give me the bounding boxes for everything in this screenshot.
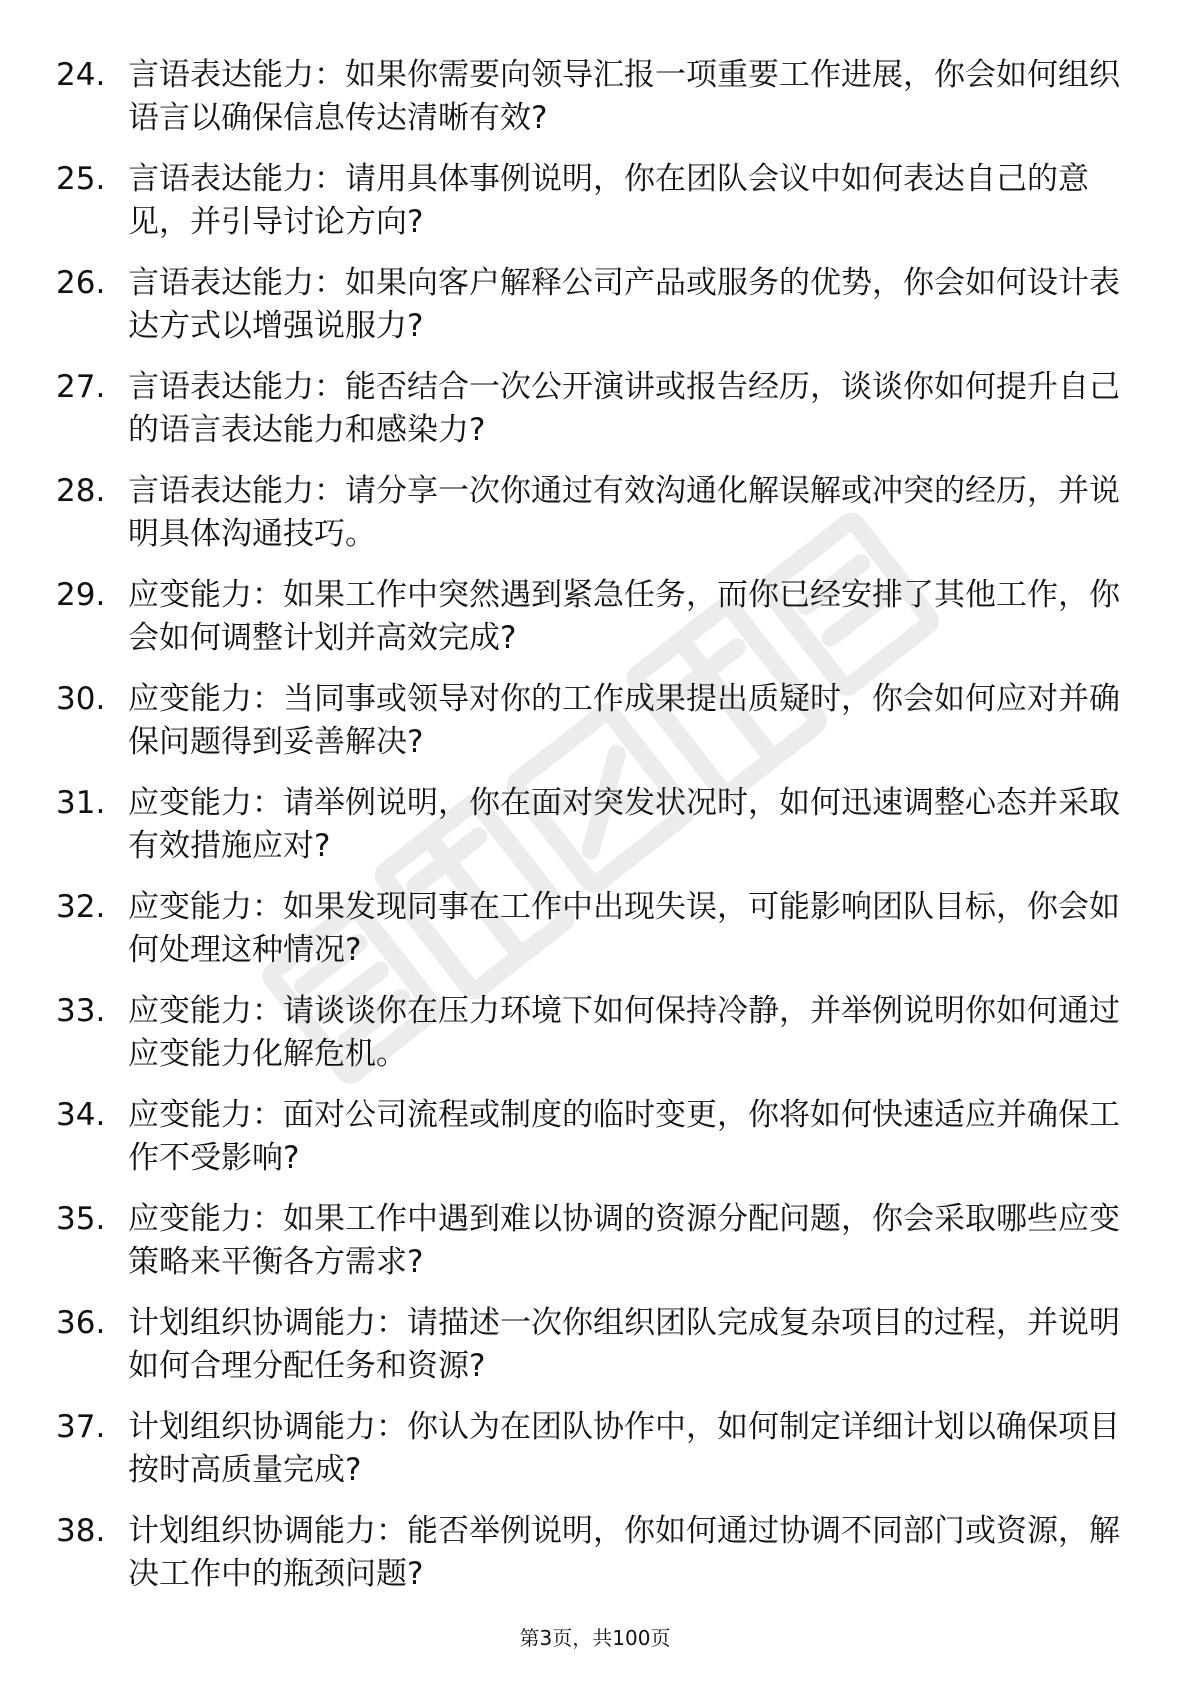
- question-number: 27.: [56, 369, 106, 405]
- page-footer: [0, 1622, 1190, 1651]
- question-number: 28.: [56, 473, 106, 509]
- question-number: 31.: [56, 785, 106, 821]
- question-text: 应变能力：面对公司流程或制度的临时变更，你将如何快速适应并确保工作不受影响?: [128, 1097, 1120, 1176]
- question-text: 应变能力：当同事或领导对你的工作成果提出质疑时，你会如何应对并确保问题得到妥善解决?: [128, 681, 1120, 760]
- page-number-label: 第3页，共100页: [519, 1626, 671, 1650]
- question-text: 言语表达能力：请分享一次你通过有效沟通化解误解或冲突的经历，并说明具体沟通技巧。: [128, 473, 1120, 552]
- question-text: 应变能力：请举例说明，你在面对突发状况时，如何迅速调整心态并采取有效措施应对?: [128, 785, 1120, 864]
- question-item: [56, 1094, 1136, 1198]
- question-text: 应变能力：如果工作中遇到难以协调的资源分配问题，你会采取哪些应变策略来平衡各方需求?: [128, 1201, 1120, 1280]
- question-item: [56, 990, 1136, 1094]
- question-text: 言语表达能力：请用具体事例说明，你在团队会议中如何表达自己的意见，并引导讨论方向?: [128, 161, 1089, 240]
- question-number: 26.: [56, 265, 106, 301]
- question-number: 34.: [56, 1097, 106, 1133]
- question-text: 应变能力：如果工作中突然遇到紧急任务，而你已经安排了其他工作，你会如何调整计划并高效完成?: [128, 577, 1120, 656]
- question-item: [56, 54, 1136, 158]
- question-text: 应变能力：请谈谈你在压力环境下如何保持冷静，并举例说明你如何通过应变能力化解危机。: [128, 993, 1120, 1072]
- question-item: [56, 470, 1136, 574]
- question-text: 言语表达能力：如果你需要向领导汇报一项重要工作进展，你会如何组织语言以确保信息传达清晰有效?: [128, 57, 1120, 136]
- question-number: 24.: [56, 57, 106, 93]
- question-item: [56, 886, 1136, 990]
- question-item: [56, 262, 1136, 366]
- question-text: 计划组织协调能力：你认为在团队协作中，如何制定详细计划以确保项目按时高质量完成?: [128, 1409, 1120, 1488]
- question-number: 29.: [56, 577, 106, 613]
- question-text: 计划组织协调能力：请描述一次你组织团队完成复杂项目的过程，并说明如何合理分配任务和资源?: [128, 1305, 1120, 1384]
- question-item: [56, 1510, 1136, 1614]
- question-number: 38.: [56, 1513, 106, 1549]
- question-number: 25.: [56, 161, 106, 197]
- question-item: [56, 1406, 1136, 1510]
- question-item: [56, 1198, 1136, 1302]
- question-item: [56, 1302, 1136, 1406]
- question-number: 36.: [56, 1305, 106, 1341]
- question-number: 33.: [56, 993, 106, 1029]
- question-text: 言语表达能力：如果向客户解释公司产品或服务的优势，你会如何设计表达方式以增强说服力?: [128, 265, 1120, 344]
- question-item: [56, 366, 1136, 470]
- question-item: [56, 574, 1136, 678]
- question-number: 35.: [56, 1201, 106, 1237]
- question-number: 37.: [56, 1409, 106, 1445]
- question-text: 计划组织协调能力：能否举例说明，你如何通过协调不同部门或资源，解决工作中的瓶颈问题?: [128, 1513, 1120, 1592]
- question-item: [56, 782, 1136, 886]
- question-number: 30.: [56, 681, 106, 717]
- question-item: [56, 158, 1136, 262]
- question-list: [56, 54, 1136, 1614]
- question-number: 32.: [56, 889, 106, 925]
- question-text: 应变能力：如果发现同事在工作中出现失误，可能影响团队目标，你会如何处理这种情况?: [128, 889, 1120, 968]
- question-item: [56, 678, 1136, 782]
- question-text: 言语表达能力：能否结合一次公开演讲或报告经历，谈谈你如何提升自己的语言表达能力和感染力?: [128, 369, 1120, 448]
